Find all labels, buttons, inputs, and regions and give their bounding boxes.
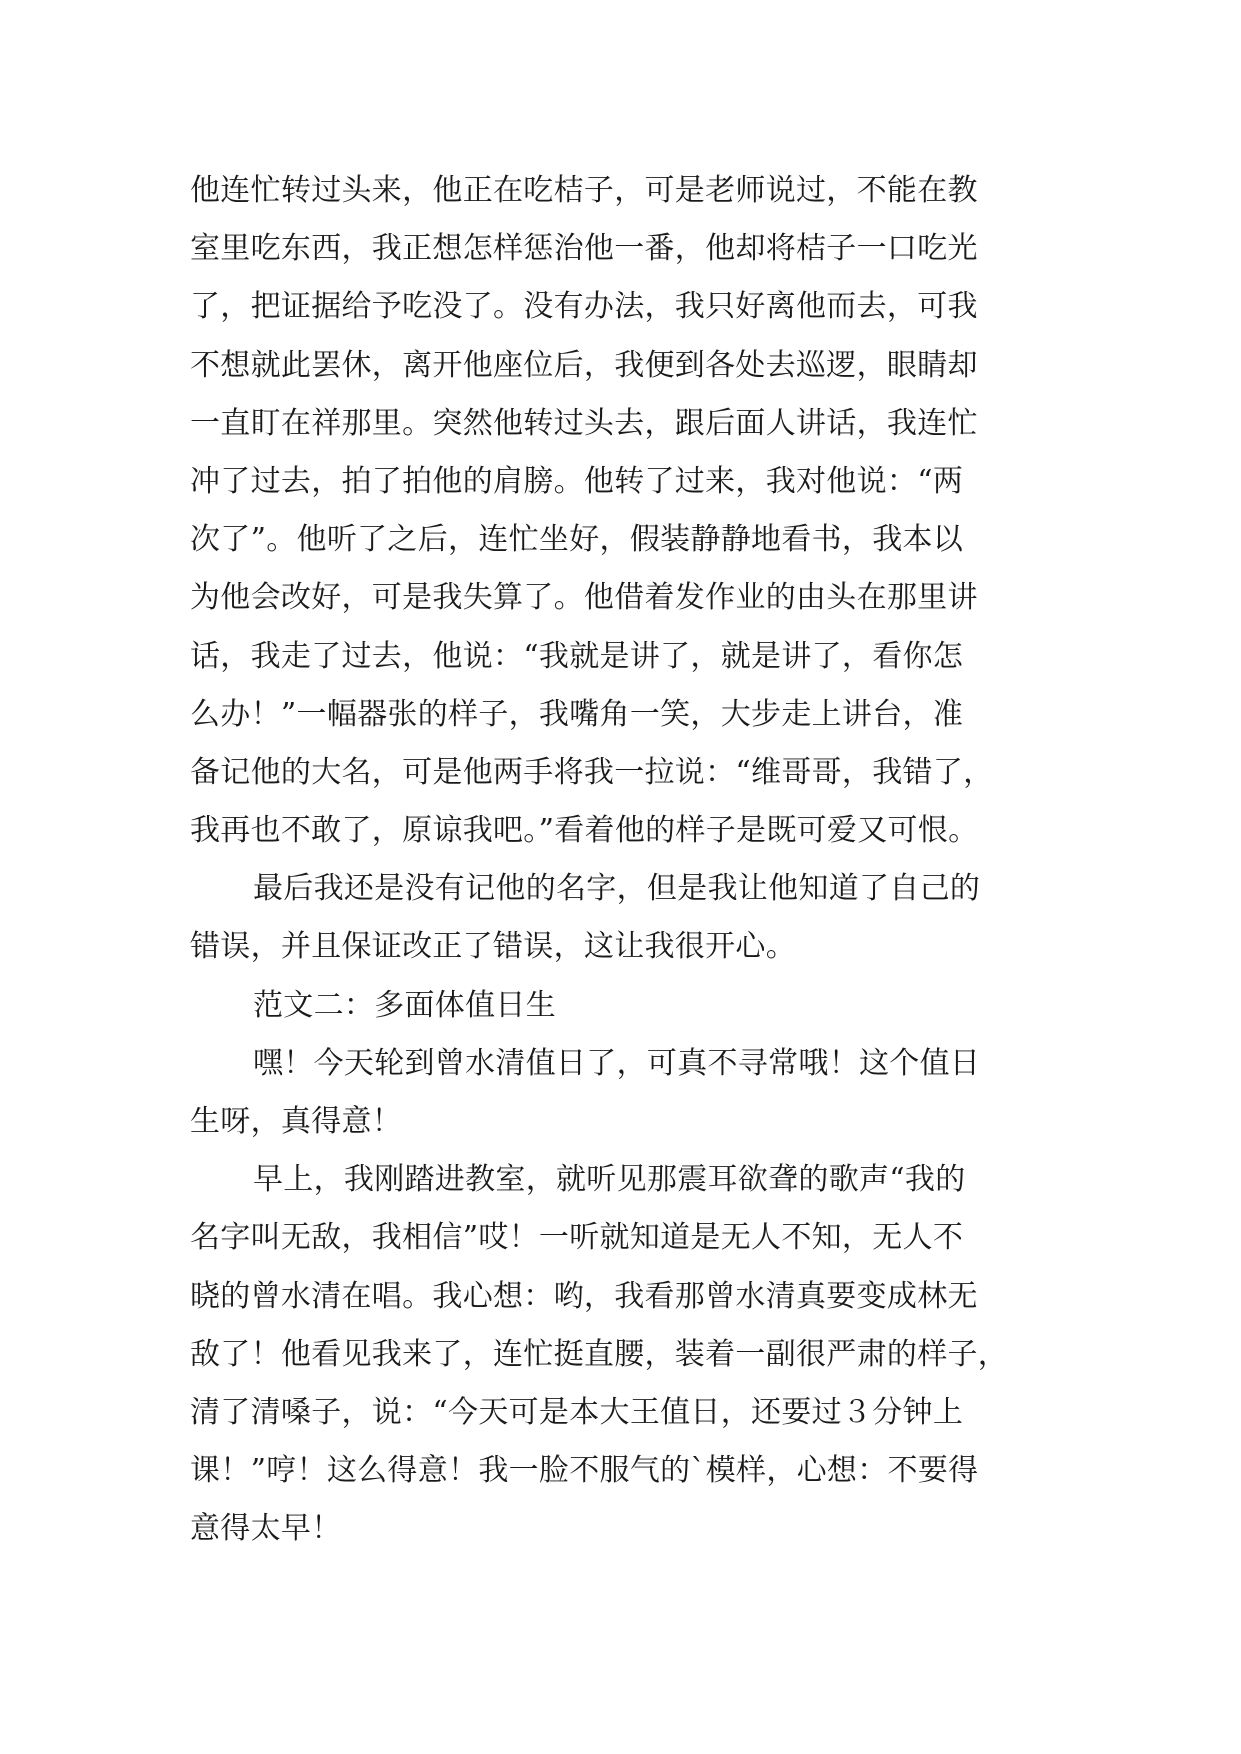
- text-line: 冲了过去，拍了拍他的肩膀。他转了过来，我对他说：“两: [190, 463, 964, 499]
- body-text: [190, 162, 1060, 1559]
- text-line: 么办！”一幅器张的样子，我嘴角一笑，大步走上讲台，准: [190, 696, 964, 732]
- text-line: 他连忙转过头来，他正在吃桔子，可是老师说过，不能在教: [190, 173, 978, 208]
- text-line: 了，把证据给予吃没了。没有办法，我只好离他而去，可我: [190, 289, 978, 325]
- text-line: 不想就此罢休，离开他座位后，我便到各处去巡逻，眼睛却: [190, 347, 978, 383]
- text-line: 为他会改好，可是我失算了。他借着发作业的由头在那里讲: [190, 580, 978, 616]
- text-line: 意得太早！: [190, 1511, 342, 1547]
- text-line: 室里吃东西，我正想怎样惩治他一番，他却将桔子一口吃光: [190, 231, 978, 267]
- text-line: 我再也不敢了，原谅我吧。”看着他的样子是既可爱又可恨。: [190, 813, 979, 849]
- text-line: 备记他的大名，可是他两手将我一拉说：“维哥哥，我错了，: [190, 754, 994, 790]
- paragraph-first-line: 早上，我刚踏进教室，就听见那震耳欲聋的歌声“我的: [253, 1162, 966, 1198]
- paragraph-first-line: 嘿！今天轮到曾水清值日了，可真不寻常哦！这个值日: [253, 1045, 981, 1081]
- paragraph-first-line: 最后我还是没有记他的名字，但是我让他知道了自己的: [253, 871, 981, 907]
- text-line: 一直盯在祥那里。突然他转过头去，跟后面人讲话，我连忙: [190, 405, 978, 441]
- text-line: 晓的曾水清在唱。我心想：哟，我看那曾水清真要变成林无: [190, 1278, 978, 1314]
- text-line: 话，我走了过去，他说：“我就是讲了，就是讲了，看你怎: [190, 638, 964, 674]
- text-line: 敌了！他看见我来了，连忙挺直腰，装着一副很严肃的样子，: [190, 1336, 1009, 1372]
- text-line: 生呀，真得意！: [190, 1104, 403, 1139]
- text-line: 错误，并且保证改正了错误，这让我很开心。: [190, 929, 796, 965]
- text-line: 课！”哼！这么得意！我一脸不服气的`模样，心想：不要得: [190, 1453, 979, 1489]
- text-line: 名字叫无敌，我相信”哎！一听就知道是无人不知，无人不: [190, 1220, 964, 1256]
- text-line: 清了清嗓子，说：“今天可是本大王值日，还要过３分钟上: [190, 1394, 964, 1430]
- section-heading: 范文二：多面体值日生: [253, 987, 556, 1023]
- text-line: 次了”。他听了之后，连忙坐好，假装静静地看书，我本以: [190, 522, 964, 558]
